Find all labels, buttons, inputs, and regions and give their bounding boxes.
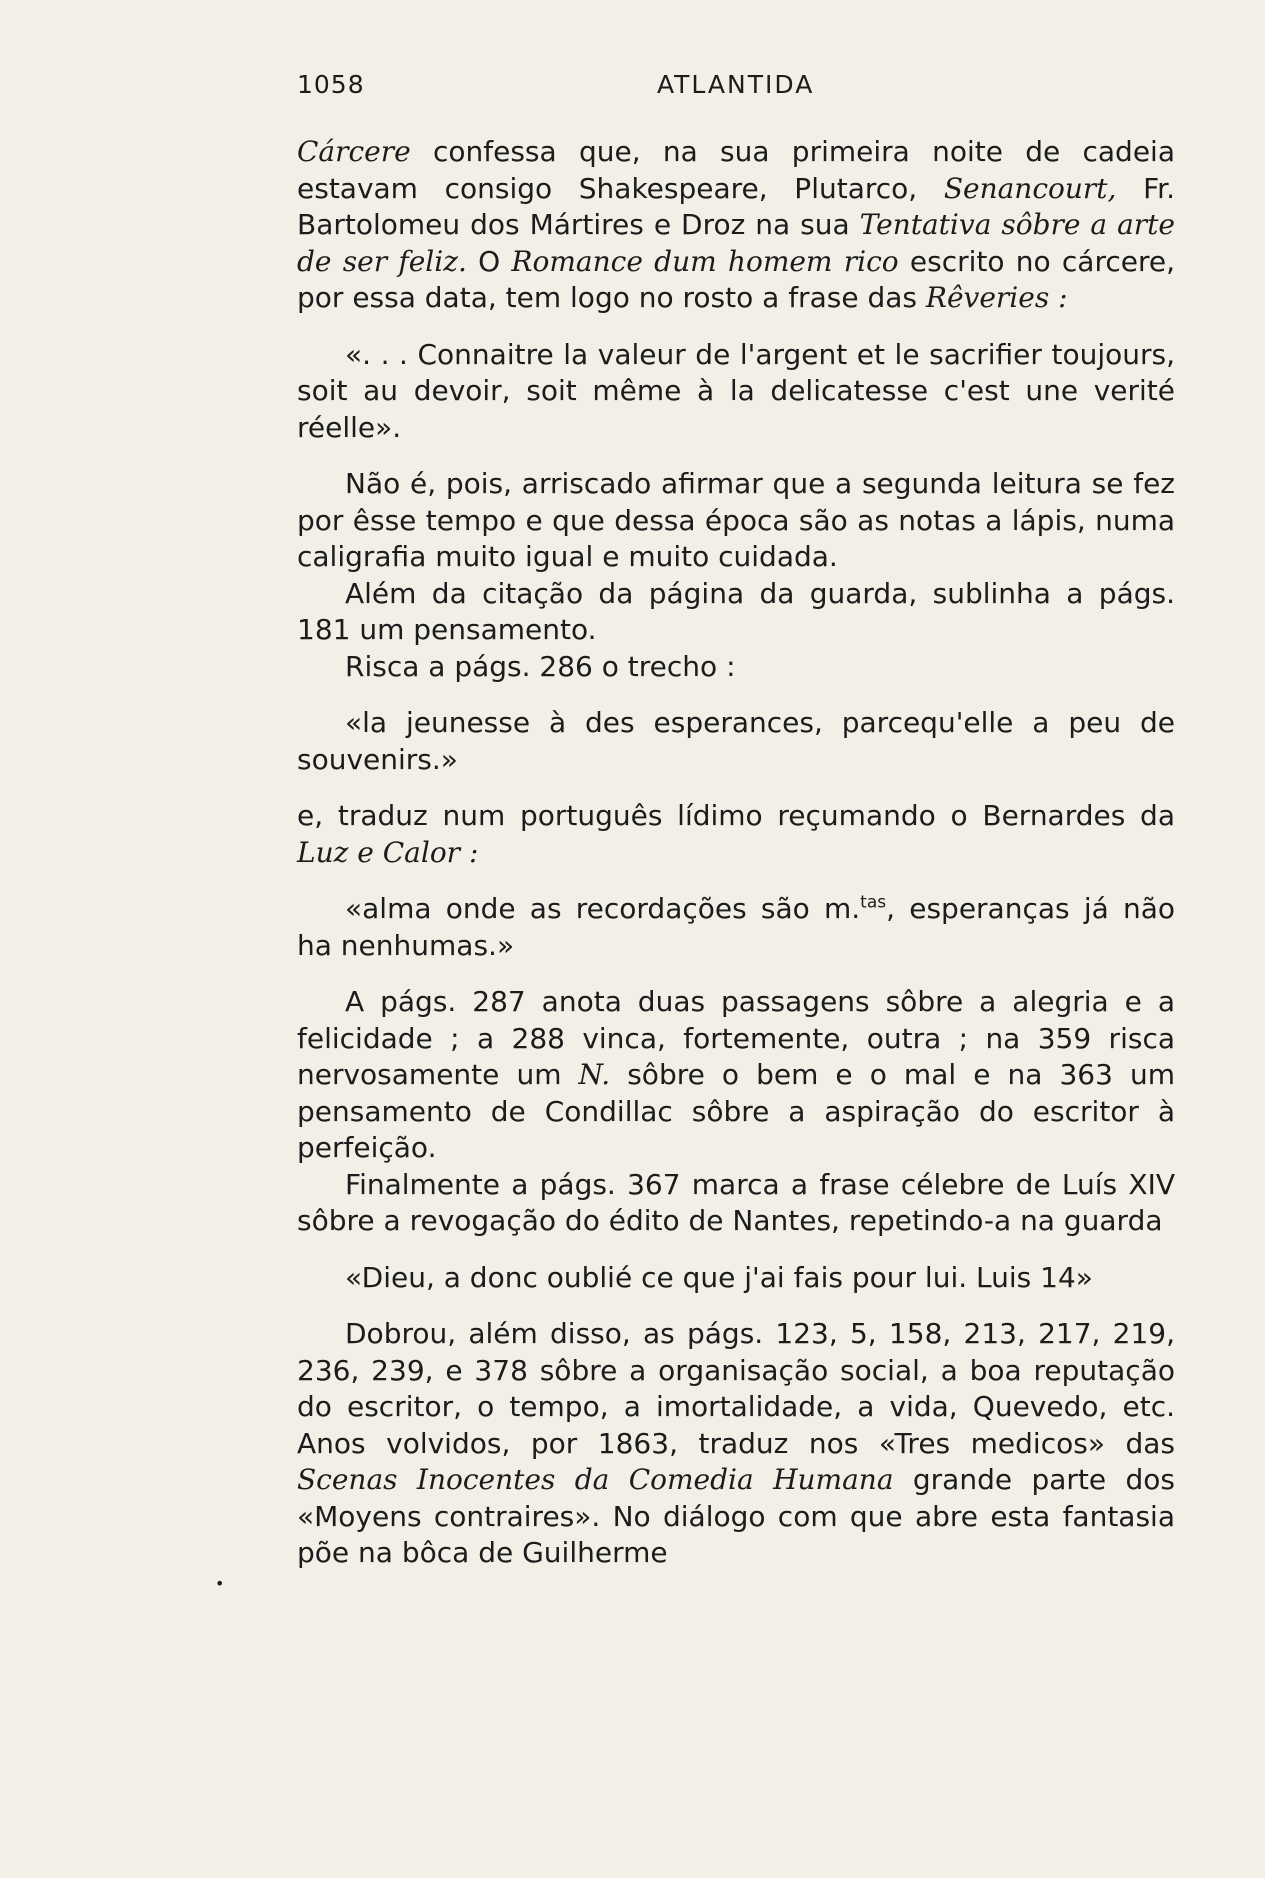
emphasis: Luz e Calor : (297, 835, 479, 869)
text-run: , esperanças já não ha nenhumas.» (297, 892, 1175, 962)
emphasis: Scenas Inocentes da Comedia Humana (297, 1463, 894, 1496)
quote-french-3: «Dieu, a donc oublié ce que j'ai fais pour lui. Luis 14» (345, 1260, 1093, 1294)
paragraph-2: Não é, pois, arriscado afirmar que a segunda leitura se fez por êsse tempo e que dessa época são as notas a lápis, numa caligrafia muito igual e muito cuidada. (297, 467, 1175, 573)
text-run: grande parte dos «Moyens contraires». No diálogo com que abre esta fantasia põe na bôca de Guilherme (297, 1463, 1175, 1569)
body-text (297, 134, 1175, 1572)
paragraph-6 (297, 984, 1175, 1167)
text-run: O (466, 244, 512, 278)
quote-french-1: «. . . Connaitre la valeur de l'argent et le sacrifier toujours, soit au devoir, soit même à la delicatesse c'est une verité réelle». (297, 337, 1175, 444)
paragraph-4: Risca a págs. 286 o trecho : (345, 649, 736, 683)
emphasis: N. (578, 1058, 611, 1091)
page-header (297, 70, 1175, 110)
text-run: e, traduz num português lídimo reçumando o Bernardes da (297, 799, 1175, 832)
text-run: «alma onde as recordações são m. (345, 892, 861, 925)
paragraph-8 (297, 1316, 1175, 1572)
paragraph-5 (297, 798, 1175, 871)
text-run: Fr. Bartolomeu dos Mártires e Droz na sua (297, 171, 1176, 241)
text-run: A págs. 287 anota duas passagens sôbre a alegria e a felicidade ; a 288 vinca, fortemente, outra ; na 359 risca nervosamente um (297, 985, 1175, 1091)
emphasis: Rêveries : (925, 281, 1068, 314)
superscript: tas (860, 892, 887, 913)
running-title: ATLANTIDA (657, 70, 815, 99)
emphasis: Tentativa sôbre a arte de ser feliz. (297, 208, 1175, 278)
quote-portuguese (297, 891, 1175, 964)
text-run: confessa que, na sua primeira noite de cadeia estavam consigo Shakespeare, Plutarco, (297, 135, 1175, 205)
paragraph-3: Além da citação da página da guarda, sublinha a págs. 181 um pensamento. (297, 576, 1175, 646)
paragraph-7: Finalmente a págs. 367 marca a frase célebre de Luís XIV sôbre a revogação do édito de Nantes, repetindo-a na guarda (297, 1167, 1175, 1237)
quote-french-2: «la jeunesse à des esperances, parcequ'elle a peu de souvenirs.» (297, 706, 1175, 776)
paragraph-1 (297, 134, 1175, 317)
emphasis: Romance dum homem rico (511, 244, 899, 278)
emphasis: Senancourt, (943, 171, 1117, 205)
text-run: sôbre o bem e o mal e na 363 um pensamento de Condillac sôbre a aspiração do escritor à perfeição. (297, 1058, 1175, 1164)
margin-mark: • (215, 1574, 225, 1593)
page-number: 1058 (297, 70, 365, 99)
text-run: escrito no cárcere, por essa data, tem logo no rosto a frase das (297, 244, 1176, 314)
text-run: Dobrou, além disso, as págs. 123, 5, 158, 213, 217, 219, 236, 239, e 378 sôbre a organisação social, a boa reputação do escritor, o tempo, a imortalidade, a vida, Quevedo, etc. Anos volvidos, por 1863, traduz nos «Tres medicos» das (297, 1317, 1175, 1460)
emphasis: Cárcere (297, 135, 411, 168)
